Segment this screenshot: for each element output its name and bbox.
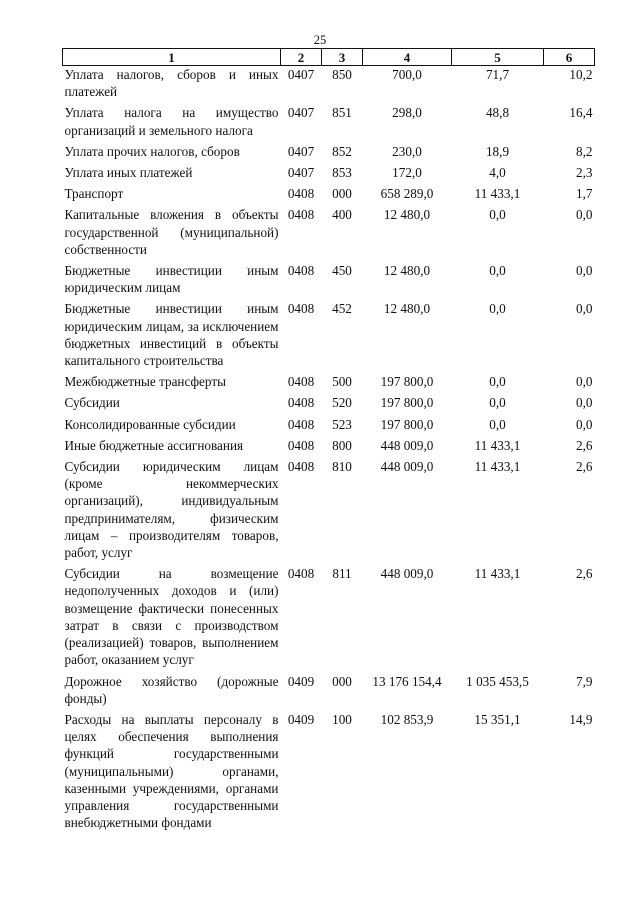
row-actual-value: 18,9 (485, 143, 510, 159)
row-plan-value: 230,0 (392, 143, 422, 159)
row-percent-value: 2,6 (576, 437, 593, 453)
row-percent-value: 0,0 (576, 207, 593, 223)
row-plan-value: 448 009,0 (380, 437, 434, 453)
row-plan-value: 12 480,0 (383, 301, 431, 317)
row-plan-value: 13 176 154,4 (372, 673, 442, 689)
row-name: Бюджетные инвестиции иным юридическим лицам (64, 263, 279, 296)
row-plan-value: 448 009,0 (380, 459, 434, 475)
row-plan-value: 298,0 (392, 105, 422, 121)
row-expense-type: 400 (332, 207, 352, 223)
row-section-code: 0409 (287, 711, 315, 727)
row-actual-value: 0,0 (489, 207, 506, 223)
row-actual-value: 11 433,1 (474, 566, 521, 582)
row-name: Межбюджетные трансферты (64, 374, 226, 390)
row-name: Дорожное хозяйство (дорожные фонды) (64, 673, 279, 706)
table-row (63, 143, 595, 164)
row-section-code: 0408 (287, 416, 315, 432)
row-section-code: 0407 (287, 143, 315, 159)
row-name: Субсидии юридическим лицам (кроме некоммерческих организаций), индивидуальным предпринимателям, физическим лицам – производителям товаров, работ, услуг (64, 459, 279, 561)
column-header-2: 2 (281, 49, 322, 66)
row-plan-value: 12 480,0 (383, 263, 431, 279)
row-expense-type: 100 (332, 711, 352, 727)
table-body (63, 66, 595, 836)
row-plan-value: 102 853,9 (380, 711, 434, 727)
row-expense-type: 852 (332, 143, 352, 159)
row-section-code: 0408 (287, 566, 315, 582)
row-actual-value: 0,0 (489, 416, 506, 432)
column-header-1: 1 (63, 49, 281, 66)
row-name: Бюджетные инвестиции иным юридическим лицам, за исключением бюджетных инвестиций в объекты капитального строительства (64, 301, 279, 369)
row-plan-value: 12 480,0 (383, 207, 431, 223)
row-expense-type: 520 (332, 395, 352, 411)
row-expense-type: 500 (332, 374, 352, 390)
row-section-code: 0408 (287, 301, 315, 317)
row-percent-value: 0,0 (576, 395, 593, 411)
row-percent-value: 8,2 (576, 143, 593, 159)
row-expense-type: 811 (332, 566, 352, 582)
row-percent-value: 14,9 (569, 711, 593, 727)
row-expense-type: 800 (332, 437, 352, 453)
row-section-code: 0408 (287, 374, 315, 390)
row-expense-type: 523 (332, 416, 352, 432)
column-header-3: 3 (322, 49, 363, 66)
row-section-code: 0407 (287, 67, 315, 82)
row-actual-value: 11 433,1 (474, 186, 521, 202)
table-row (63, 458, 595, 565)
table-row (63, 437, 595, 458)
table-row (63, 300, 595, 373)
table-row (63, 164, 595, 185)
row-actual-value: 4,0 (489, 165, 506, 181)
row-plan-value: 197 800,0 (380, 416, 434, 432)
row-section-code: 0409 (287, 673, 315, 689)
table-row (63, 711, 595, 835)
table-row (63, 394, 595, 415)
table-row (63, 565, 595, 672)
row-name: Расходы на выплаты персоналу в целях обеспечения выполнения функций государственными (муниципальными) органами, казенными учреждениями, органами управления государственными внебюджетными фондами (64, 711, 279, 831)
row-actual-value: 1 035 453,5 (466, 673, 529, 689)
header-row (63, 49, 595, 66)
row-plan-value: 448 009,0 (380, 566, 434, 582)
row-actual-value: 15 351,1 (474, 711, 521, 727)
row-actual-value: 11 433,1 (474, 437, 521, 453)
row-actual-value: 48,8 (485, 105, 510, 121)
row-name: Уплата налога на имущество организаций и земельного налога (64, 105, 279, 138)
row-percent-value: 0,0 (576, 301, 593, 317)
row-section-code: 0408 (287, 207, 315, 223)
row-expense-type: 000 (332, 186, 352, 202)
row-percent-value: 10,2 (569, 67, 593, 82)
row-expense-type: 853 (332, 165, 352, 181)
row-name: Капитальные вложения в объекты государственной (муниципальной) собственности (64, 207, 279, 257)
table-row (63, 416, 595, 437)
row-percent-value: 1,7 (576, 186, 593, 202)
row-plan-value: 197 800,0 (380, 374, 434, 390)
table-row (63, 673, 595, 711)
row-name: Транспорт (64, 186, 124, 202)
column-header-6: 6 (544, 49, 595, 66)
row-percent-value: 0,0 (576, 263, 593, 279)
row-name: Уплата прочих налогов, сборов (64, 143, 240, 159)
row-percent-value: 7,9 (576, 673, 593, 689)
row-expense-type: 851 (332, 105, 352, 121)
row-section-code: 0407 (287, 105, 315, 121)
table-header (63, 49, 595, 66)
table-row (63, 373, 595, 394)
row-percent-value: 2,6 (576, 566, 593, 582)
table-row (63, 262, 595, 300)
row-plan-value: 658 289,0 (380, 186, 434, 202)
row-actual-value: 0,0 (489, 263, 506, 279)
row-section-code: 0408 (287, 437, 315, 453)
table-row (63, 104, 595, 142)
row-name: Уплата иных платежей (64, 165, 193, 181)
row-actual-value: 0,0 (489, 395, 506, 411)
table-row (63, 185, 595, 206)
row-actual-value: 71,7 (485, 67, 510, 82)
row-name: Уплата налогов, сборов и иных платежей (64, 67, 279, 100)
row-plan-value: 197 800,0 (380, 395, 434, 411)
row-name: Иные бюджетные ассигнования (64, 437, 244, 453)
budget-table (62, 48, 595, 835)
page-number: 25 (313, 33, 327, 47)
row-actual-value: 0,0 (489, 374, 506, 390)
row-section-code: 0407 (287, 165, 315, 181)
row-expense-type: 000 (332, 673, 352, 689)
row-percent-value: 2,3 (576, 165, 593, 181)
row-expense-type: 810 (332, 459, 352, 475)
row-percent-value: 16,4 (569, 105, 593, 121)
row-name: Консолидированные субсидии (64, 416, 236, 432)
column-header-5: 5 (452, 49, 544, 66)
column-header-4: 4 (363, 49, 452, 66)
row-expense-type: 452 (332, 301, 352, 317)
row-plan-value: 172,0 (392, 165, 422, 181)
row-section-code: 0408 (287, 459, 315, 475)
row-percent-value: 2,6 (576, 459, 593, 475)
row-expense-type: 450 (332, 263, 352, 279)
row-section-code: 0408 (287, 395, 315, 411)
row-plan-value: 700,0 (392, 67, 422, 82)
row-percent-value: 0,0 (576, 374, 593, 390)
row-percent-value: 0,0 (576, 416, 593, 432)
row-section-code: 0408 (287, 186, 315, 202)
table-row (63, 66, 595, 105)
row-actual-value: 0,0 (489, 301, 506, 317)
table-row (63, 206, 595, 262)
row-section-code: 0408 (287, 263, 315, 279)
row-actual-value: 11 433,1 (474, 459, 521, 475)
row-name: Субсидии (64, 395, 120, 411)
row-expense-type: 850 (332, 67, 352, 82)
row-name: Субсидии на возмещение недополученных доходов и (или) возмещение фактически понесенных затрат в связи с производством (реализацией) товаров, выполнением работ, оказанием услуг (64, 566, 279, 668)
